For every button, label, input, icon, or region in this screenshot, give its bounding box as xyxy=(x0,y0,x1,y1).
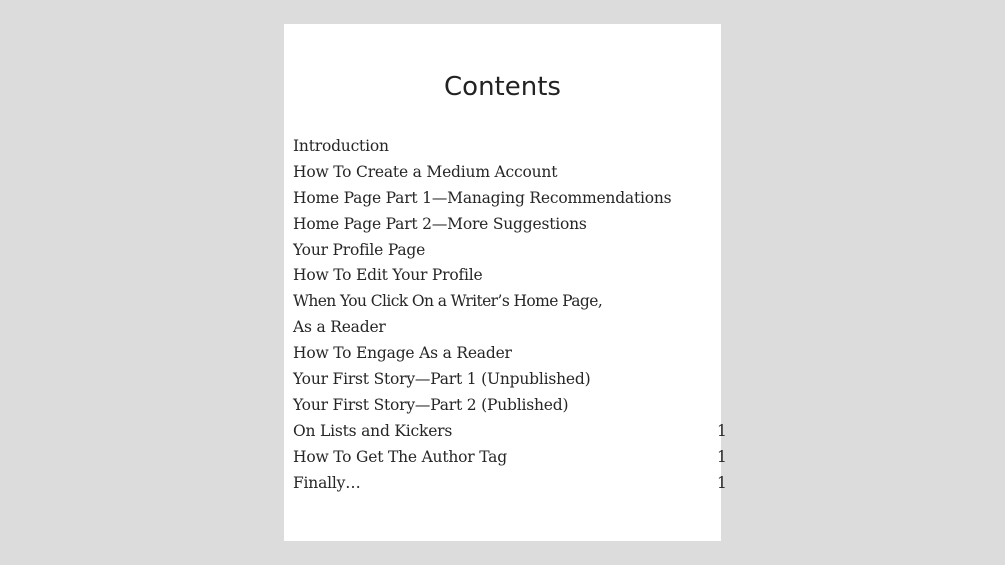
toc-entry-author-tag[interactable] xyxy=(293,445,733,471)
toc-entry-label: Home Page Part 1—Managing Recommendations xyxy=(293,188,672,207)
toc-entry-label: Home Page Part 2—More Suggestions xyxy=(293,214,587,233)
toc-entry-label: How To Get The Author Tag xyxy=(293,447,507,466)
document-page xyxy=(284,24,727,541)
toc-entry-finally[interactable] xyxy=(293,471,733,497)
toc-entry-label: When You Click On a Writer’s Home Page, xyxy=(293,292,603,311)
toc-entry-label: How To Engage As a Reader xyxy=(293,344,512,363)
toc-entry-introduction[interactable] xyxy=(293,134,733,160)
toc-entry-first-story-part-1[interactable] xyxy=(293,367,733,393)
toc-entry-engage-as-reader[interactable] xyxy=(293,341,733,367)
toc-entry-writer-home-page[interactable] xyxy=(293,289,733,315)
contents-title: Contents xyxy=(444,72,561,102)
toc-entry-label: How To Create a Medium Account xyxy=(293,162,558,181)
toc-entry-label: As a Reader xyxy=(293,318,386,337)
toc-entry-label: On Lists and Kickers xyxy=(293,421,453,440)
toc-entry-page: 1 xyxy=(717,447,727,466)
toc-entry-profile-page[interactable] xyxy=(293,238,733,264)
toc-entry-lists-and-kickers[interactable] xyxy=(293,419,733,445)
toc-entry-home-page-part-2[interactable] xyxy=(293,212,733,238)
toc-entry-label: Finally… xyxy=(293,473,361,492)
toc-entry-as-a-reader[interactable] xyxy=(293,315,733,341)
toc-entry-first-story-part-2[interactable] xyxy=(293,393,733,419)
toc-entry-label: Your First Story—Part 2 (Published) xyxy=(293,395,569,414)
toc-entry-label: Introduction xyxy=(293,137,389,155)
toc-entry-label: Your First Story—Part 1 (Unpublished) xyxy=(293,370,591,389)
toc-entry-edit-profile[interactable] xyxy=(293,263,733,289)
toc-entry-create-account[interactable] xyxy=(293,160,733,186)
toc-entry-page: 1 xyxy=(717,473,727,492)
toc-entry-label: Your Profile Page xyxy=(293,240,426,259)
table-of-contents xyxy=(293,134,733,496)
toc-entry-page: 1 xyxy=(717,421,727,440)
toc-entry-home-page-part-1[interactable] xyxy=(293,186,733,212)
toc-entry-label: How To Edit Your Profile xyxy=(293,266,483,285)
